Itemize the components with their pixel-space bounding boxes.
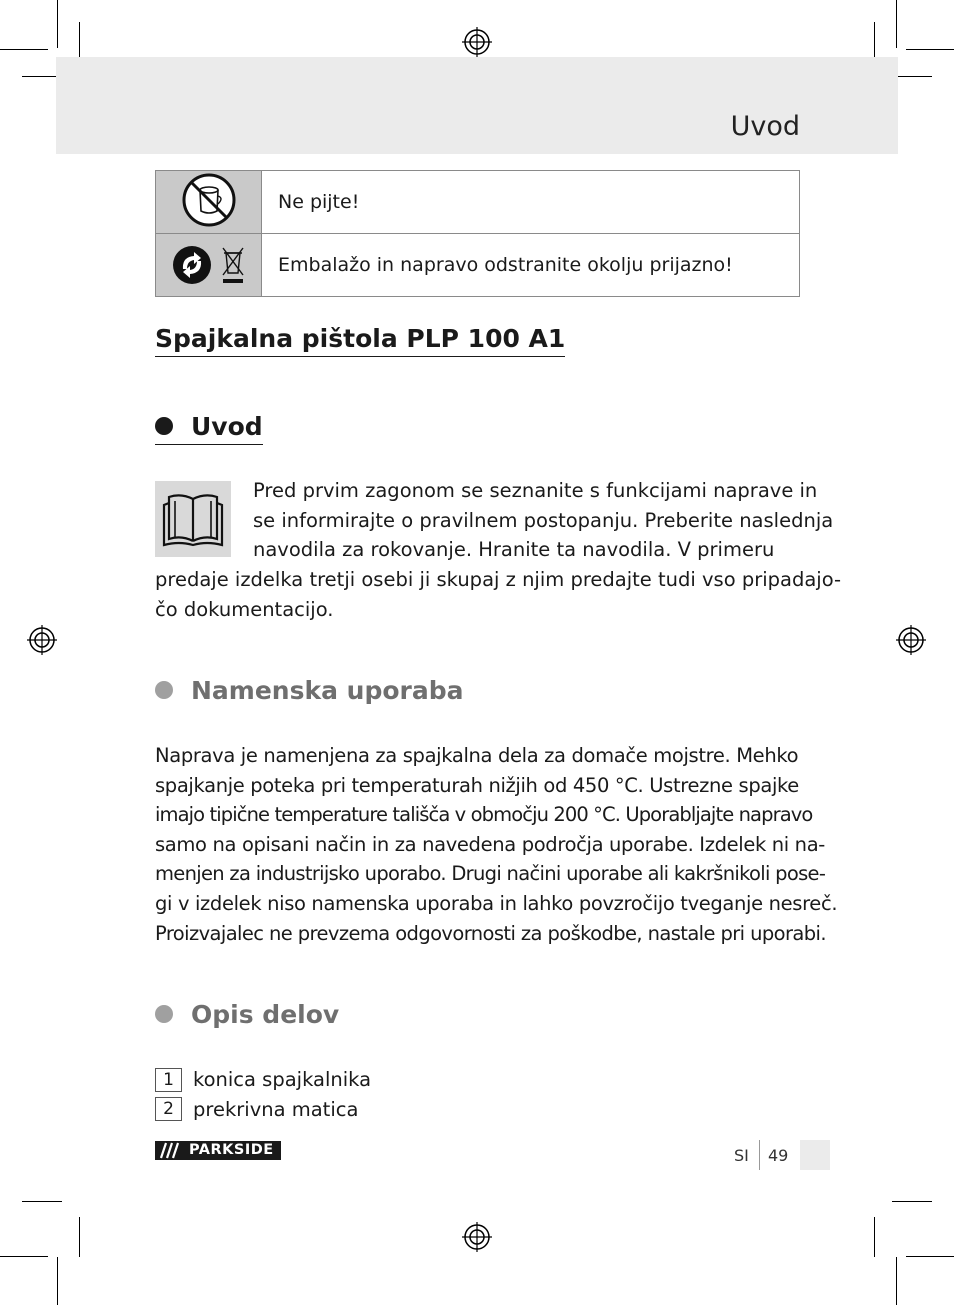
bullet-icon	[155, 1005, 173, 1023]
recycle-icon	[172, 245, 212, 285]
crop-mark	[896, 1257, 897, 1305]
open-book-icon	[155, 481, 231, 557]
crop-mark	[892, 1201, 932, 1202]
brand-name: PARKSIDE	[189, 1142, 274, 1158]
crop-mark	[874, 1217, 875, 1257]
part-label: konica spajkalnika	[193, 1068, 372, 1092]
text-line: menjen za industrijsko uporabo. Drugi načini uporabe ali kakršnikoli pose-	[155, 862, 826, 886]
intro-paragraph-wrap	[253, 476, 833, 565]
text-line: gi v izdelek niso namenska uporaba in lahko povzročijo tveganje nesreč.	[155, 891, 838, 915]
crop-mark	[0, 1256, 48, 1257]
crop-mark	[57, 0, 58, 48]
footer-tab	[800, 1140, 830, 1170]
text-line: Pred prvim zagonom se seznanite s funkcijami naprave in	[253, 479, 818, 502]
symbol-table	[155, 170, 800, 297]
brand-logo	[155, 1141, 281, 1160]
symbol-text: Embalažo in napravo odstranite okolju prijazno!	[262, 234, 800, 297]
usage-paragraph	[155, 741, 837, 948]
list-item	[155, 1065, 371, 1095]
crop-mark	[896, 0, 897, 48]
page-title: Uvod	[730, 111, 800, 142]
text-line: se informirajte o pravilnem postopanju. Preberite naslednja	[253, 508, 834, 532]
text-line: navodila za rokovanje. Hranite ta navodila. V primeru	[253, 538, 775, 562]
waste-bin-crossed-icon	[221, 245, 245, 285]
text-line: čo dokumentacijo.	[155, 597, 334, 621]
text-line: predaje izdelka tretji osebi ji skupaj z njim predajte tudi vso pripadajo-	[155, 568, 842, 591]
section-heading-usage: Namenska uporaba	[155, 676, 464, 706]
crop-mark	[79, 1217, 80, 1257]
text-line: Naprava je namenjena za spajkalna dela za domače mojstre. Mehko	[155, 744, 799, 767]
crop-mark	[79, 22, 80, 62]
book-icon-box	[155, 481, 231, 557]
bullet-icon	[155, 681, 173, 699]
text-line: imajo tipične temperature tališča v območju 200 °C. Uporabljajte napravo	[155, 803, 813, 827]
section-heading-intro: Uvod	[155, 412, 263, 445]
crop-mark	[57, 1257, 58, 1305]
registration-mark-icon	[462, 1222, 492, 1252]
part-number: 2	[155, 1097, 182, 1121]
logo-stripes-icon	[155, 1141, 185, 1160]
crop-mark	[874, 22, 875, 62]
text-line: spajkanje poteka pri temperaturah nižjih od 450 °C. Ustrezne spajke	[155, 773, 799, 797]
crop-mark	[906, 49, 954, 50]
part-number: 1	[155, 1068, 182, 1092]
table-row	[156, 171, 800, 234]
list-item	[155, 1095, 371, 1125]
footer-divider	[759, 1140, 760, 1170]
registration-mark-icon	[896, 625, 926, 655]
crop-mark	[892, 76, 932, 77]
registration-mark-icon	[462, 27, 492, 57]
part-label: prekrivna matica	[193, 1097, 359, 1121]
crop-mark	[22, 1201, 62, 1202]
product-title: Spajkalna pištola PLP 100 A1	[155, 324, 565, 357]
intro-paragraph	[155, 565, 841, 624]
text-line: Proizvajalec ne prevzema odgovornosti za poškodbe, nastale pri uporabi.	[155, 921, 826, 945]
symbol-text: Ne pijte!	[262, 171, 800, 234]
language-code: SI	[734, 1146, 749, 1165]
page-number: 49	[768, 1146, 789, 1165]
table-row	[156, 234, 800, 297]
text-line: samo na opisani način in za navedena področja uporabe. Izdelek ni na-	[155, 832, 825, 856]
registration-mark-icon	[27, 625, 57, 655]
bullet-icon	[155, 417, 173, 435]
no-drinking-icon	[181, 172, 237, 228]
crop-mark	[0, 49, 48, 50]
section-heading-parts: Opis delov	[155, 1000, 339, 1030]
crop-mark	[906, 1256, 954, 1257]
parts-list	[155, 1065, 371, 1124]
